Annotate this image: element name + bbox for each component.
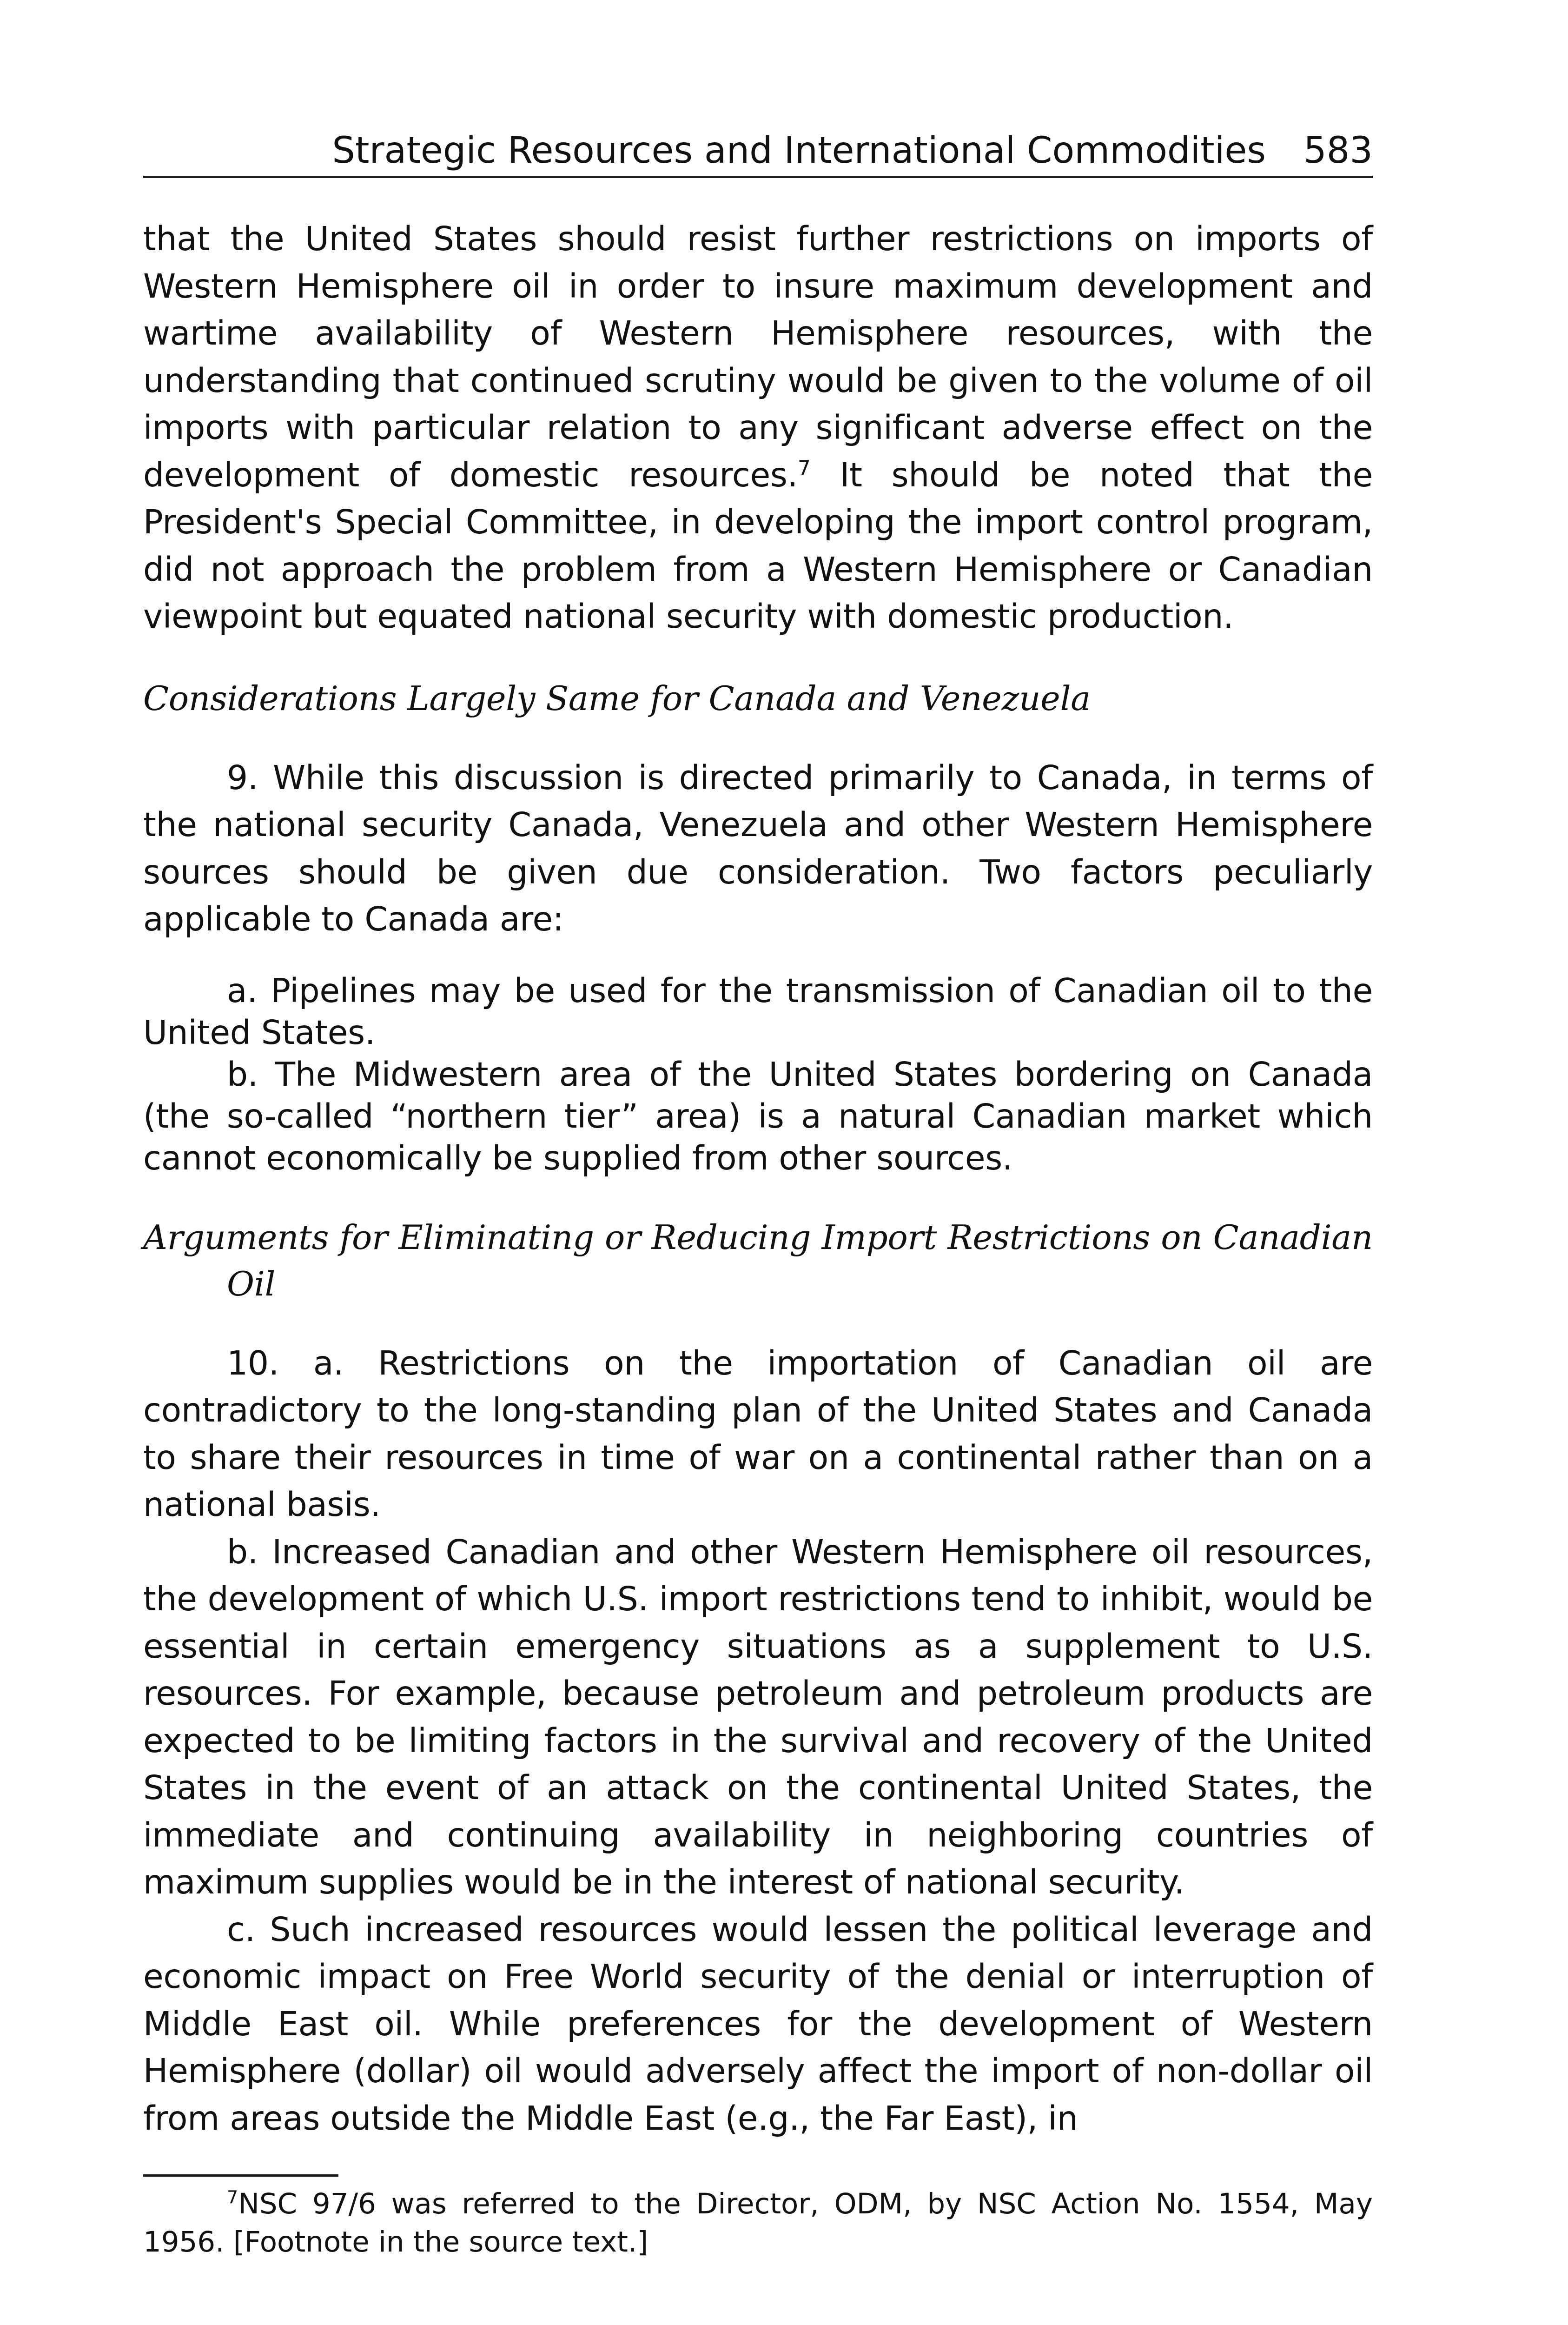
footnote — [143, 2185, 1373, 2261]
paragraph-text: that the United States should resist further restrictions on imports of Western Hemisphere oil in order to insure maximum development and wartime availability of Western Hemisphere resources, with the understanding that continued scrutiny would be given to the volume of oil imports with particular relation to any significant adverse effect on the development of domestic resources. — [143, 219, 1373, 494]
list-item-9b: b. The Midwestern area of the United States bordering on Canada (the so-called “northern tier” area) is a natural Canadian market which cannot economically be supplied from other sources. — [143, 1055, 1373, 1177]
footnote-marker: 7 — [227, 2187, 238, 2208]
paragraph-text: It should be noted that the President's Special Committee, in developing the import control program, did not approach the problem from a Western Hemisphere or Canadian viewpoint but equated national security with domestic production. — [143, 455, 1373, 636]
footnote-reference[interactable]: 7 — [797, 456, 811, 480]
footnote-divider — [143, 2174, 338, 2177]
body-text — [143, 215, 1373, 2142]
paragraph-10a: 10. a. Restrictions on the importation of Canadian oil are contradictory to the long-standing plan of the United States and Canada to share their resources in time of war on a continental rather than on a national basis. — [143, 1343, 1373, 1524]
paragraph-10c: c. Such increased resources would lessen the political leverage and economic impact on Free World security of the denial or interruption of Middle East oil. While preferences for the development of Western Hemisphere (dollar) oil would adversely affect the import of non-dollar oil from areas outside the Middle East (e.g., the Far East), in — [143, 1910, 1373, 2138]
running-header — [143, 126, 1373, 178]
running-header-title: Strategic Resources and International Commodities — [332, 130, 1266, 172]
section-heading: Considerations Largely Same for Canada and Venezuela — [143, 678, 1091, 718]
paragraph-continuation — [143, 215, 1373, 640]
section-heading: Arguments for Eliminating or Reducing Import Restrictions on Canadian Oil — [143, 1217, 1373, 1303]
footnote-text: NSC 97/6 was referred to the Director, ODM, by NSC Action No. 1554, May 1956. [Footnote in the source text.] — [143, 2187, 1373, 2259]
paragraph-10b: b. Increased Canadian and other Western Hemisphere oil resources, the development of which U.S. import restrictions tend to inhibit, would be essential in certain emergency situations as a supplement to U.S. resources. For example, because petroleum and petroleum products are expected to be limiting factors in the survival and recovery of the United States in the event of an attack on the continental United States, the immediate and continuing availability in neighboring countries of maximum supplies would be in the interest of national security. — [143, 1532, 1373, 1901]
page-number: 583 — [1303, 130, 1373, 172]
paragraph-9: 9. While this discussion is directed primarily to Canada, in terms of the national security Canada, Venezuela and other Western Hemisphere sources should be given due consideration. Two factors peculiarly applicable to Canada are: — [143, 758, 1373, 938]
document-page — [143, 126, 1373, 2290]
list-item-9a: a. Pipelines may be used for the transmission of Canadian oil to the United States. — [143, 971, 1373, 1052]
